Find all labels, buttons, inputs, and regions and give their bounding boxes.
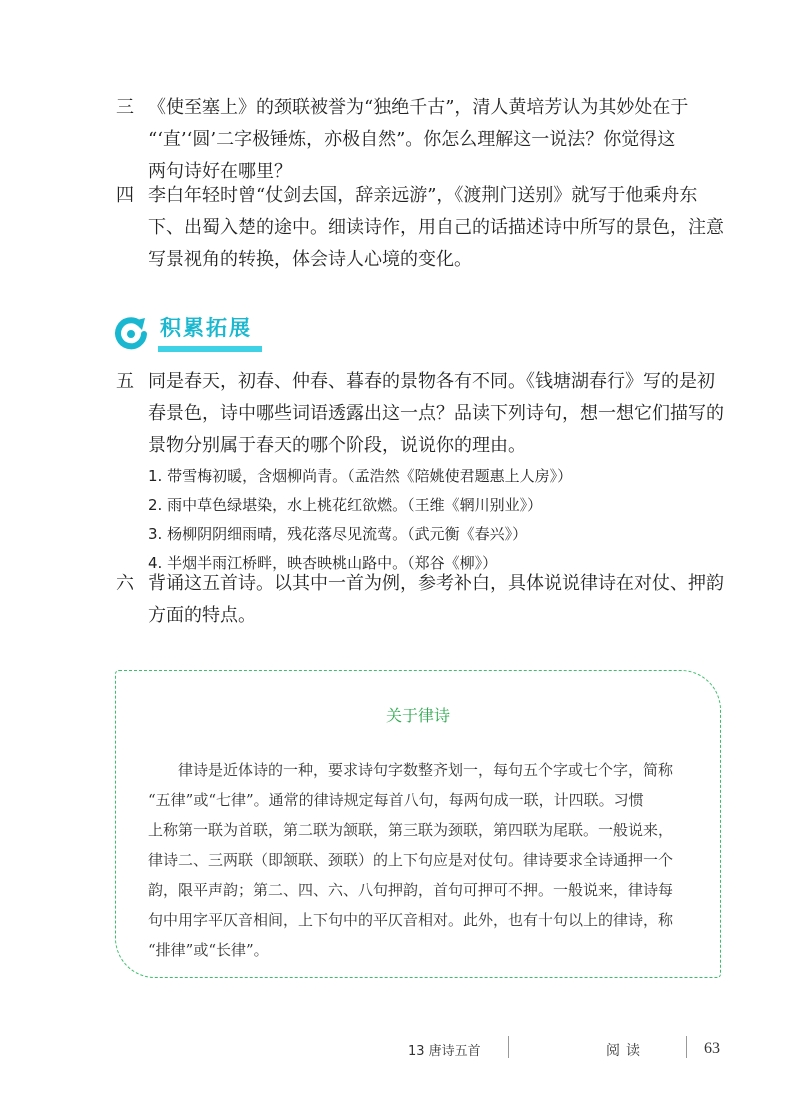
- question-number: 四: [116, 185, 134, 206]
- section-header: [114, 312, 264, 352]
- question-5: [116, 366, 724, 578]
- question-text: [148, 366, 724, 578]
- question-number: 五: [116, 371, 134, 392]
- text-line: 《使至塞上》的颈联被誉为“独绝千古”，清人黄培芳认为其妙处在于: [148, 97, 689, 118]
- text-line: 春景色，诗中哪些词语透露出这一点？品读下列诗句，想一想它们描写的: [148, 403, 724, 424]
- note-body: [148, 755, 694, 965]
- page-number: 63: [704, 1040, 720, 1057]
- text-line: 方面的特点。: [148, 605, 256, 626]
- text-line: 李白年轻时曾“仗剑去国，辞亲远游”，《渡荆门送别》就写于他乘舟东: [148, 185, 698, 206]
- poem-line: 1. 带雪梅初暖，含烟柳尚青。（孟浩然《陪姚使君题惠上人房》）: [148, 467, 573, 485]
- footer-divider: [508, 1036, 509, 1058]
- question-4: [116, 180, 724, 276]
- question-text: [148, 92, 716, 188]
- footer-lesson: 13 唐诗五首: [408, 1044, 481, 1059]
- question-text: [148, 180, 724, 276]
- footer-divider: [686, 1036, 687, 1058]
- section-title: 积累拓展: [160, 315, 252, 340]
- note-box: [115, 670, 721, 978]
- note-title: 关于律诗: [385, 706, 450, 725]
- section-underline: [158, 346, 262, 352]
- footer-book: 阅读: [606, 1043, 646, 1059]
- note-line: 律诗二、三两联（即颔联、颈联）的上下句应是对仗句。律诗要求全诗通押一个: [148, 851, 674, 869]
- text-line: 景物分别属于春天的哪个阶段，说说你的理由。: [148, 435, 526, 456]
- note-line: “排律”或“长律”。: [148, 941, 269, 959]
- question-number: 六: [116, 573, 134, 594]
- refresh-arrow-icon: [114, 316, 148, 350]
- text-line: 同是春天，初春、仲春、暮春的景物各有不同。《钱塘湖春行》写的是初: [148, 371, 715, 392]
- text-line: 两句诗好在哪里？: [148, 161, 292, 182]
- text-line: 写景视角的转换，体会诗人心境的变化。: [148, 249, 472, 270]
- question-text: [148, 568, 724, 632]
- poem-line: 2. 雨中草色绿堪染，水上桃花红欲燃。（王维《辋川别业》）: [148, 496, 543, 514]
- note-line: 上称第一联为首联，第二联为颔联，第三联为颈联，第四联为尾联。一般说来，: [148, 821, 674, 839]
- note-line: 句中用字平仄音相间，上下句中的平仄音相对。此外，也有十句以上的律诗，称: [148, 911, 674, 929]
- text-line: 背诵这五首诗。以其中一首为例，参考补白，具体说说律诗在对仗、押韵: [148, 573, 724, 594]
- poem-line: 4. 半烟半雨江桥畔，映杏映桃山路中。（郑谷《柳》）: [148, 554, 498, 572]
- note-line: 律诗是近体诗的一种，要求诗句字数整齐划一，每句五个字或七个字，简称: [178, 761, 674, 779]
- question-3: [116, 92, 716, 188]
- text-line: 下、出蜀入楚的途中。细读诗作，用自己的话描述诗中所写的景色，注意: [148, 217, 724, 238]
- note-line: 韵，限平声韵；第二、四、六、八句押韵，首句可押可不押。一般说来，律诗每: [148, 881, 674, 899]
- question-number: 三: [116, 97, 134, 118]
- question-6: [116, 568, 724, 632]
- text-line: “‘直’‘圆’二字极锤炼，亦极自然”。你怎么理解这一说法？你觉得这: [148, 129, 676, 150]
- note-line: “五律”或“七律”。通常的律诗规定每首八句，每两句成一联，计四联。习惯: [148, 791, 644, 809]
- poem-line: 3. 杨柳阴阴细雨晴，残花落尽见流莺。（武元衡《春兴》）: [148, 525, 528, 543]
